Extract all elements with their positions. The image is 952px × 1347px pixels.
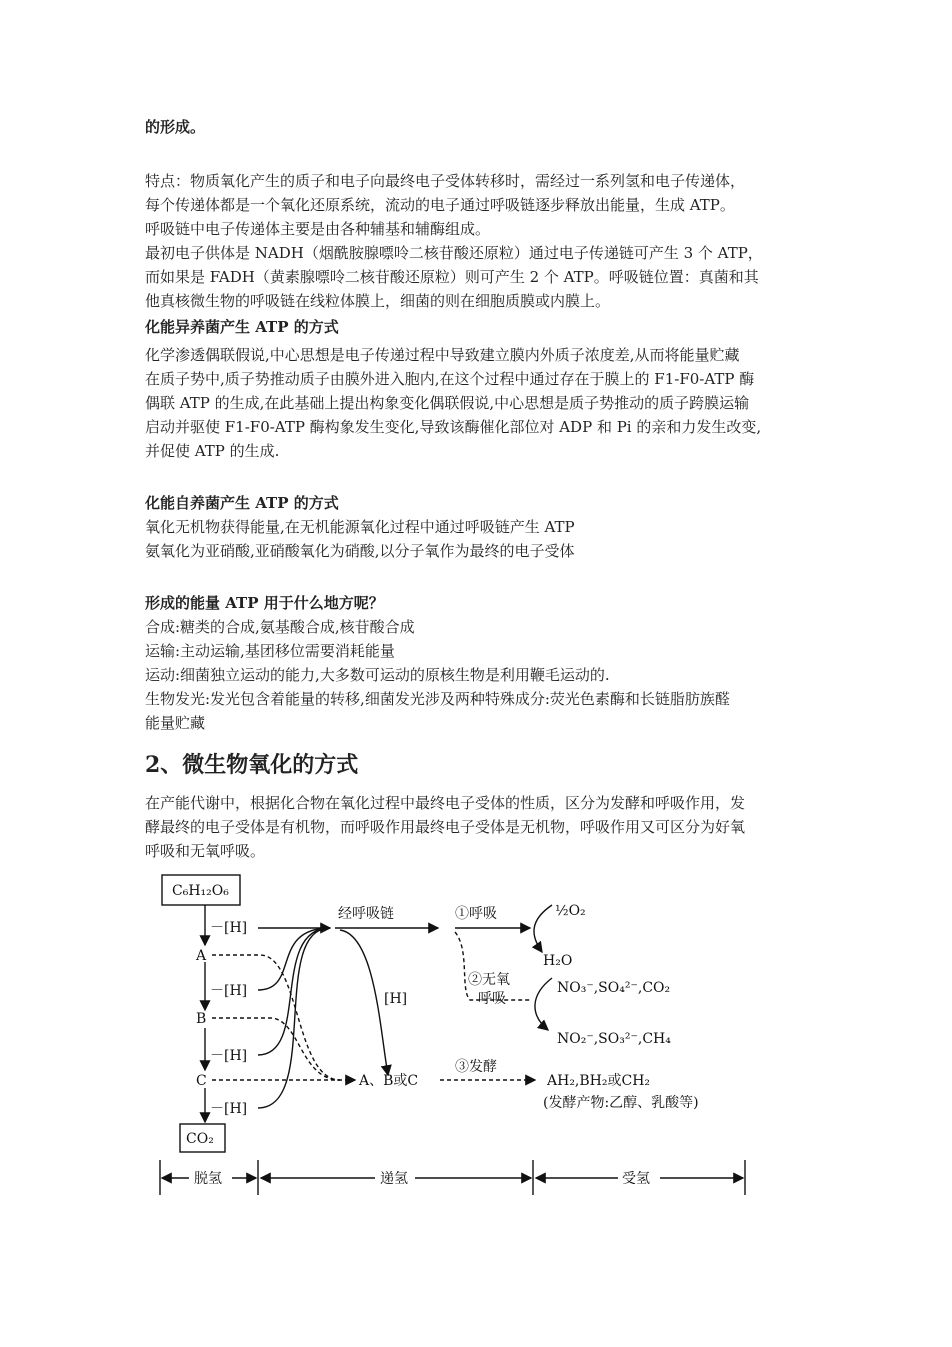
paragraph-line: 运动:细菌独立运动的能力,大多数可运动的原核生物是利用鞭毛运动的.	[145, 666, 610, 684]
substrate-box	[162, 875, 240, 905]
stage-1-label: 脱氢	[194, 1171, 222, 1187]
paragraph-line: 每个传递体都是一个氧化还原系统，流动的电子通过呼吸链逐步释放出能量，生成 ATP。	[145, 196, 735, 214]
route-2-label-line1: ②无氧	[468, 972, 510, 988]
paragraph-line: 化学渗透偶联假说,中心思想是电子传递过程中导致建立膜内外质子浓度差,从而将能量贮藏	[145, 346, 740, 364]
stage-2-label: 递氢	[380, 1171, 408, 1187]
o2-label: ½O₂	[555, 903, 586, 919]
h-label-4: －[H]	[210, 1101, 248, 1117]
paragraph-line: 特点：物质氧化产生的质子和电子向最终电子受体转移时，需经过一系列氢和电子传递体，	[145, 172, 746, 190]
intermediate-b: B	[196, 1011, 207, 1027]
paragraph-line: 呼吸和无氧呼吸。	[145, 842, 266, 860]
subheading: 化能自养菌产生 ATP 的方式	[145, 494, 339, 512]
h-mid-label: [H]	[384, 991, 408, 1007]
paragraph-line: 在产能代谢中，根据化合物在氧化过程中最终电子受体的性质，区分为发酵和呼吸作用，发	[145, 794, 746, 812]
co2-box	[180, 1124, 225, 1152]
paragraph-line: 并促使 ATP 的生成.	[145, 442, 280, 460]
paragraph-line: 而如果是 FADH（黄素腺嘌呤二核苷酸还原粒）则可产生 2 个 ATP。呼吸链位置：真菌和其	[145, 268, 759, 286]
h2o-label: H₂O	[543, 953, 573, 969]
paragraph-line: 呼吸链中电子传递体主要是由各种辅基和辅酶组成。	[145, 220, 491, 238]
abc-label: A、B或C	[359, 1073, 419, 1089]
paragraph-line: 启动并驱使 F1-F0-ATP 酶构象发生变化,导致该酶催化部位对 ADP 和 Pi 的亲和力发生改变,	[145, 418, 762, 436]
subheading: 形成的能量 ATP 用于什么地方呢？	[145, 594, 384, 612]
paragraph-line: 在质子势中,质子势推动质子由膜外进入胞内,在这个过程中通过存在于膜上的 F1-F0-ATP 酶	[145, 370, 755, 388]
ferment-products: AH₂,BH₂或CH₂	[547, 1073, 651, 1089]
paragraph-line: 生物发光:发光包含着能量的转移,细菌发光涉及两种特殊成分:荧光色素酶和长链脂肪族醛	[145, 690, 730, 708]
h-label-2: －[H]	[210, 983, 248, 999]
paragraph-line: 运输:主动运输,基团移位需要消耗能量	[145, 642, 395, 660]
stage-3-label: 受氢	[622, 1171, 650, 1187]
paragraph-line: 最初电子供体是 NADH（烟酰胺腺嘌呤二核苷酸还原粒）通过电子传递链可产生 3 个 ATP，	[145, 244, 763, 262]
subheading: 化能异养菌产生 ATP 的方式	[145, 318, 339, 336]
paragraph-line: 他真核微生物的呼吸链在线粒体膜上，细菌的则在细胞质膜或内膜上。	[145, 292, 611, 310]
paragraph-line: 酵最终的电子受体是有机物，而呼吸作用最终电子受体是无机物，呼吸作用又可区分为好氧	[145, 818, 746, 836]
h-label-1: －[H]	[210, 920, 248, 936]
end-product-label: CO₂	[186, 1131, 214, 1147]
route-1-label: ①呼吸	[455, 906, 497, 922]
paragraph-line: 偶联 ATP 的生成,在此基础上提出构象变化偶联假说,中心思想是质子势推动的质子跨膜运输	[145, 394, 750, 412]
h-label-3: －[H]	[210, 1048, 248, 1064]
anaerobic-acceptors: NO₃⁻,SO₄²⁻,CO₂	[557, 980, 671, 996]
section-heading: 2、微生物氧化的方式	[145, 752, 359, 778]
anaerobic-products: NO₂⁻,SO₃²⁻,CH₄	[557, 1031, 671, 1047]
paragraph-line: 氧化无机物获得能量,在无机能源氧化过程中通过呼吸链产生 ATP	[145, 518, 575, 536]
chain-label: 经呼吸链	[338, 906, 394, 922]
route-3-label: ③发酵	[455, 1059, 497, 1075]
paragraph-line: 合成:糖类的合成,氨基酸合成,核苷酸合成	[145, 618, 415, 636]
intermediate-c: C	[196, 1073, 207, 1089]
paragraph-line: 氨氧化为亚硝酸,亚硝酸氧化为硝酸,以分子氧作为最终的电子受体	[145, 542, 575, 560]
ferment-note: (发酵产物:乙醇、乳酸等)	[543, 1095, 699, 1111]
subheading: 的形成。	[145, 118, 206, 136]
substrate-label: C₆H₁₂O₆	[172, 883, 229, 899]
intermediate-a: A	[196, 948, 207, 964]
paragraph-line: 能量贮藏	[145, 714, 206, 732]
route-2-label-line2: 呼吸	[478, 991, 506, 1007]
